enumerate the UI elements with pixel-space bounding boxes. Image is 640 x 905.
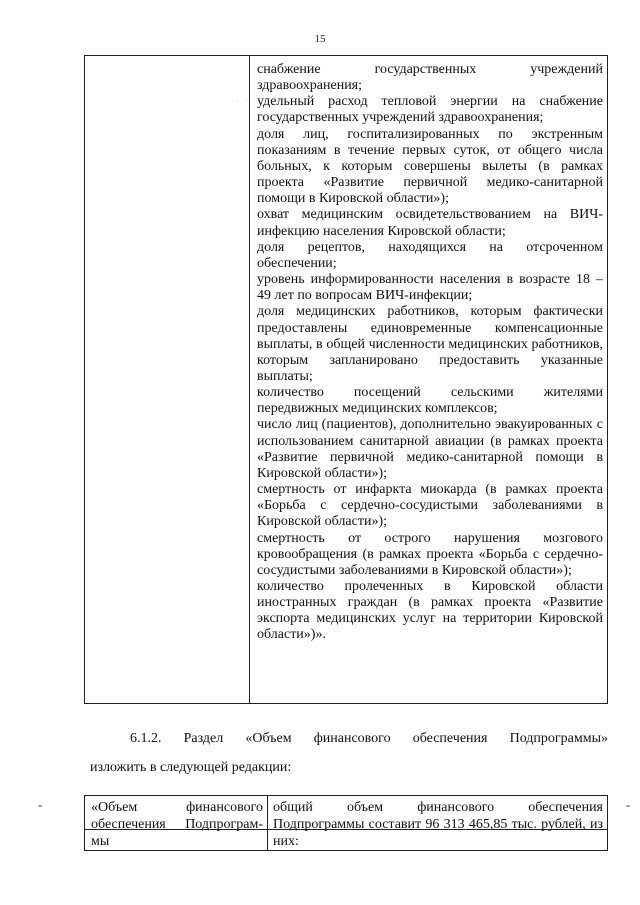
financing-label: «Объем финансового обеспечения Подпрограм-мы [91,800,263,849]
financing-value: общий объем финансового обеспечения Подпрограммы составит 96 313 465,85 тыс. рублей, из них: [273,800,603,849]
list-item: смертность от острого нарушения мозгового кровообращения (в рамках проекта «Борьба с сердечно-сосудистыми заболеваниями в Кировской области»); [257,530,603,578]
margin-mark: - [626,797,631,812]
list-item: снабжение государственных учреждений здравоохранения; [257,62,603,94]
table-column-divider [267,796,268,850]
indicators-list [257,62,603,644]
list-item: доля лиц, госпитализированных по экстренным показаниям в течение первых суток, от общего числа больных, к которым совершены вылеты (в рамках проекта «Развитие первичной медико-санитарной помощи в Кировской области»); [257,126,603,207]
amendment-paragraph-continuation: изложить в следующей редакции: [90,760,292,775]
financing-table [84,795,608,851]
indicators-table [84,55,608,704]
list-item: смертность от инфаркта миокарда (в рамках проекта «Борьба с сердечно-сосудистыми заболеваниями в Кировской области»); [257,482,603,530]
list-item: доля медицинских работников, которым фактически предоставлены единовременные компенсационные выплаты, в общей численности медицинских работников, которым запланировано предоставить указанные выплаты; [257,304,603,384]
list-item: уровень информированности населения в возрасте 18 – 49 лет по вопросам ВИЧ-инфекции; [257,272,603,304]
list-item: доля рецептов, находящихся на отсроченном обеспечении; [257,239,603,271]
list-item: охват медицинским освидетельствованием на ВИЧ-инфекцию населения Кировской области; [257,207,603,239]
list-item: число лиц (пациентов), дополнительно эвакуированных с использованием санитарной авиации (в рамках проекта «Развитие первичной медико-санитарной помощи в Кировской области»); [257,417,603,481]
table-column-divider [249,56,250,703]
amendment-paragraph: 6.1.2. Раздел «Объем финансового обеспечения Подпрограммы» [130,731,608,746]
page-number: 15 [314,33,326,45]
list-item: удельный расход тепловой энергии на снабжение государственных учреждений здравоохранения; [257,94,603,126]
margin-mark: - [38,797,43,812]
list-item: количество посещений сельскими жителями передвижных медицинских комплексов; [257,385,603,417]
list-item: количество пролеченных в Кировской области иностранных граждан (в рамках проекта «Развитие экспорта медицинских услуг на территории Кировской области»)». [257,579,603,643]
